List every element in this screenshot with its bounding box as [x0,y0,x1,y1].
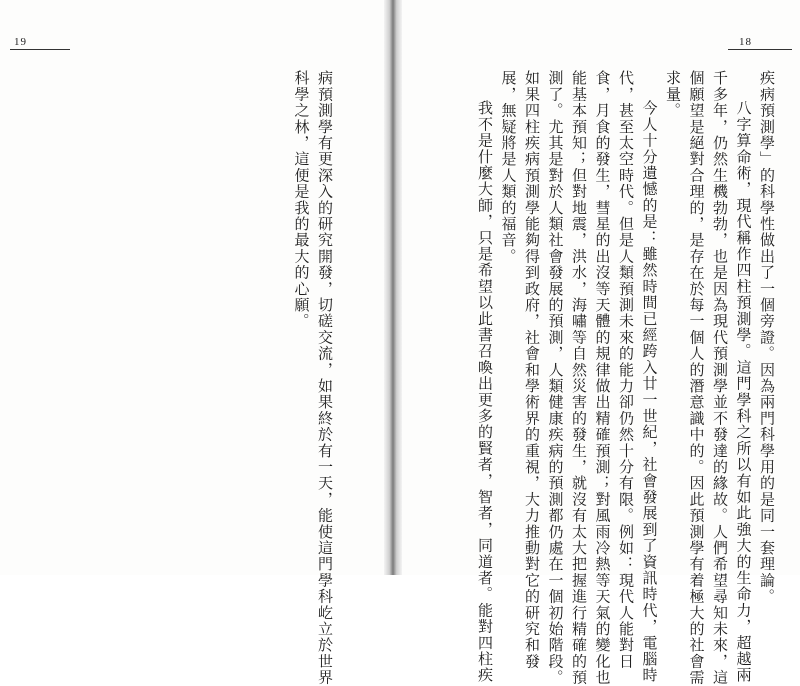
left-page-body [289,70,336,686]
right-line-10: 測了。尤其是對於人類社會發展的預測，人類健康疾病的預測都仍處在一個初始階段。 [546,70,565,686]
right-line-6: 今人十分遺憾的是：雖然時間已經跨入廿一世紀，社會發展到了資訊時代，電腦時 [640,100,659,684]
right-line-8: 食，月食的發生，彗星的出沒等天體的規律做出精確預測；對風雨冷熱等天氣的變化也 [593,70,612,686]
right-line-1: 疾病預測學」的科學性做出了一個旁證。因為兩門科學用的是同一套理論。 [758,70,776,605]
left-line-1: 病預測學有更深入的研究開發，切磋交流，如果終於有一天，能使這門學科屹立於世界 [316,70,334,686]
left-line-2: 科學之林，這便是我的最大的心願。 [292,70,311,330]
right-line-13: 我不是什麼大師，只是希望以此書召喚出更多的賢者，智者，同道者。能對四柱疾 [476,100,494,684]
left-header-rule [10,49,70,50]
right-line-5: 求量。 [664,70,682,119]
left-page-number: 19 [14,36,27,48]
right-page-body [473,70,779,686]
right-page-number: 18 [739,36,752,48]
right-line-4: 個願望是絕對合理的，是存在於每一個人的潛意識中的。因此預測學有着極大的社會需 [687,70,706,686]
right-line-12: 展，無疑將是人類的福音。 [499,70,518,265]
right-line-9: 能基本預知；但對地震，洪水，海嘯等自然災害的發生，就沒有太大把握進行精確的預 [570,70,588,686]
right-line-3: 千多年，仍然生機勃勃，也是因為現代預測學並不發達的緣故。人們希望尋知未來，這 [711,70,729,686]
right-line-11: 如果四柱疾病預測學能夠得到政府，社會和學術界的重視，大力推動對它的研究和發 [523,70,541,670]
right-page [402,0,800,686]
right-line-7: 代，甚至太空時代。但是人類預測未來的能力卻仍然十分有限。例如：現代人能對日 [617,70,635,670]
book-gutter [384,0,402,575]
left-page [0,0,384,686]
right-line-2: 八字算命術，現代稱作四柱預測學。這門學科之所以有如此強大的生命力，超越兩 [734,100,753,684]
right-header-rule [728,49,792,50]
